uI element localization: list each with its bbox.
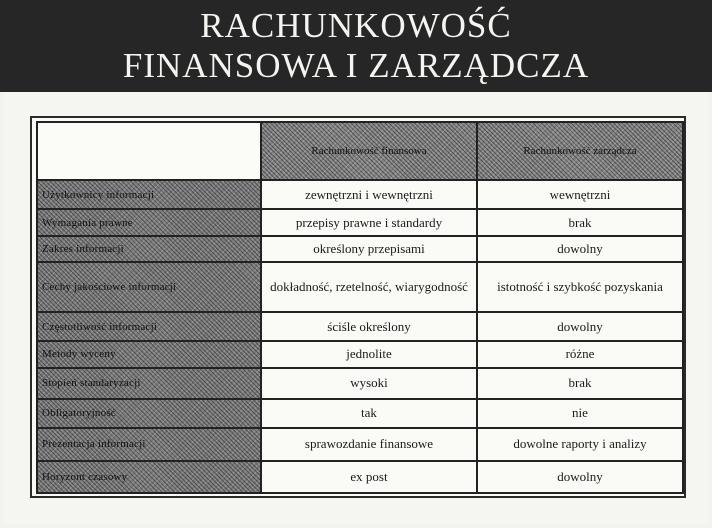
management-cell: brak [477, 368, 683, 399]
table-row [37, 399, 683, 428]
table-row [37, 428, 683, 461]
row-label: Metody wyceny [37, 341, 261, 368]
header-management: Rachunkowość zarządcza [477, 122, 683, 180]
financial-cell: określony przepisami [261, 236, 477, 262]
financial-cell: jednolite [261, 341, 477, 368]
financial-cell: przepisy prawne i standardy [261, 209, 477, 236]
header-corner-cell [37, 122, 261, 180]
row-label: Zakres informacji [37, 236, 261, 262]
table-row [37, 341, 683, 368]
table-row [37, 461, 683, 493]
table-row [37, 368, 683, 399]
financial-cell: dokładność, rzetelność, wiarygodność [261, 262, 477, 312]
financial-cell: ściśle określony [261, 312, 477, 340]
row-label: Horyzont czasowy [37, 461, 261, 493]
row-label: Wymagania prawne [37, 209, 261, 236]
management-cell: dowolny [477, 312, 683, 340]
header-financial: Rachunkowość finansowa [261, 122, 477, 180]
table-row [37, 209, 683, 236]
row-label: Użytkownicy informacji [37, 180, 261, 209]
title-line-1: RACHUNKOWOŚĆ [200, 6, 512, 45]
management-cell: nie [477, 399, 683, 428]
comparison-table [36, 121, 684, 494]
financial-cell: zewnętrzni i wewnętrzni [261, 180, 477, 209]
table-row [37, 236, 683, 262]
financial-cell: wysoki [261, 368, 477, 399]
financial-cell: tak [261, 399, 477, 428]
management-cell: dowolny [477, 236, 683, 262]
table-header-row [37, 122, 683, 180]
table-row [37, 312, 683, 340]
management-cell: różne [477, 341, 683, 368]
table-row [37, 180, 683, 209]
financial-cell: ex post [261, 461, 477, 493]
row-label: Cechy jakościowe informacji [37, 262, 261, 312]
management-cell: istotność i szybkość pozyskania [477, 262, 683, 312]
management-cell: dowolny [477, 461, 683, 493]
title-line-2: FINANSOWA I ZARZĄDCZA [122, 46, 590, 85]
row-label: Stopień standaryzacji [37, 368, 261, 399]
title-banner [0, 0, 712, 92]
financial-cell: sprawozdanie finansowe [261, 428, 477, 461]
row-label: Częstotliwość informacji [37, 312, 261, 340]
management-cell: dowolne raporty i analizy [477, 428, 683, 461]
table-row [37, 262, 683, 312]
row-label: Obligatoryjność [37, 399, 261, 428]
management-cell: brak [477, 209, 683, 236]
row-label: Prezentacja informacji [37, 428, 261, 461]
management-cell: wewnętrzni [477, 180, 683, 209]
